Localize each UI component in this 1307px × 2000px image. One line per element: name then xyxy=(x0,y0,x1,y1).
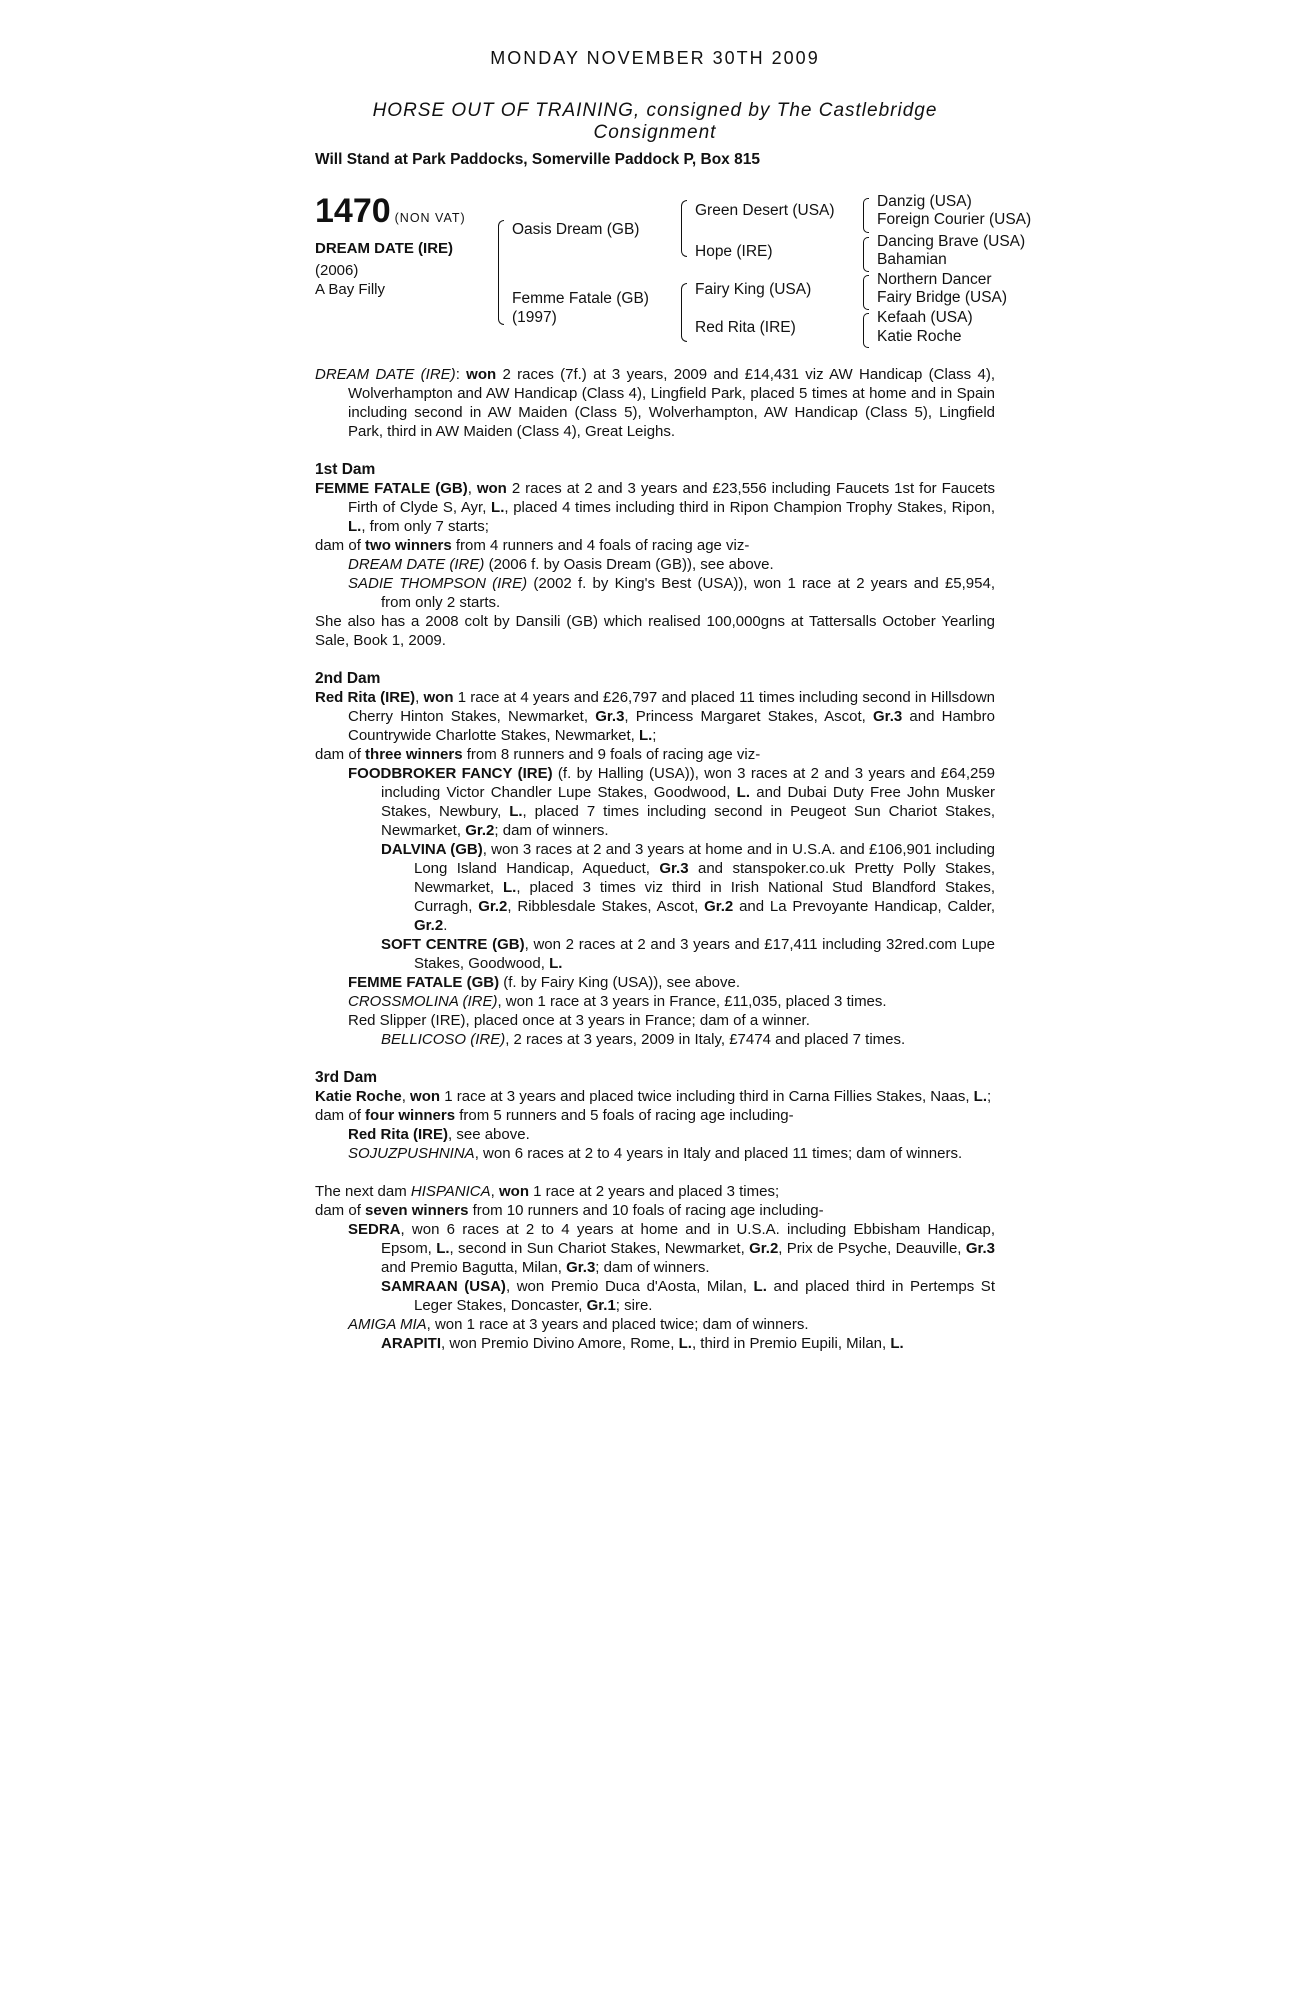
produce-name: DREAM DATE (IRE) xyxy=(348,556,485,573)
text: from 8 runners and 9 foals of racing age viz- xyxy=(466,746,761,763)
group-label: Gr.2 xyxy=(749,1240,779,1257)
group-label: Gr.2 xyxy=(465,822,495,839)
text: (2002 f. by King's Best (USA)), won 1 race at 2 years and £5,954, from only 2 starts. xyxy=(381,575,995,611)
text: and La Prevoyante Handicap, Calder, xyxy=(739,898,996,915)
text: and stanspoker.co.uk Pretty Polly Stakes, Newmarket, xyxy=(414,860,996,896)
produce-item xyxy=(315,1277,995,1315)
winners-count: two winners xyxy=(365,537,452,554)
won-label: won xyxy=(410,1088,441,1105)
listed-label: L. xyxy=(491,499,505,516)
text: , won Premio Divino Amore, Rome, xyxy=(441,1335,675,1352)
won-label: won xyxy=(476,480,507,497)
first-dam-produce xyxy=(315,536,995,555)
pedigree-g2: Foreign Courier (USA) xyxy=(877,211,1032,228)
text: (2006 f. by Oasis Dream (GB)), see above. xyxy=(488,556,774,573)
next-dam-produce xyxy=(315,1201,995,1220)
text: , won 1 race at 3 years in France, £11,035, placed 3 times. xyxy=(497,993,887,1010)
group-label: Gr.3 xyxy=(965,1240,995,1257)
text: , won Premio Duca d'Aosta, Milan, xyxy=(505,1278,747,1295)
text: , 2 races at 3 years, 2009 in Italy, £7474 and placed 7 times. xyxy=(505,1031,906,1048)
produce-name: ARAPITI xyxy=(381,1335,441,1352)
catalogue-text xyxy=(315,365,995,1353)
listed-label: L. xyxy=(549,955,563,972)
second-dam-name: Red Rita (IRE) xyxy=(315,689,416,706)
text: and Dubai Duty Free John Musker Stakes, Newbury, xyxy=(381,784,995,820)
second-dam-heading: 2nd Dam xyxy=(315,670,381,687)
listed-label: L. xyxy=(502,879,517,896)
text: dam of xyxy=(315,1202,361,1219)
sale-date: MONDAY NOVEMBER 30TH 2009 xyxy=(490,48,820,68)
winners-count: three winners xyxy=(365,746,463,763)
third-dam-record: Katie Roche, won 1 race at 3 years and placed twice including third in Carna Fillies Stakes, Naas, L.; xyxy=(315,1088,992,1105)
group-label: Gr.2 xyxy=(478,898,508,915)
racing-record-text: 2 races (7f.) at 3 years, 2009 and £14,431 viz AW Handicap (Class 4), Wolverhampton and AW Handicap (Class 4), Lingfield Park, placed 5 times at home and in Spain including second in AW Maiden (Class 5), Wolverhampton, AW Handicap (Class 5), Lingfield Park, third in AW Maiden (Class 4), Great Leighs. xyxy=(348,366,995,440)
pedigree-dam-year: (1997) xyxy=(512,309,557,326)
listed-label: L. xyxy=(736,784,750,801)
produce-name: SOFT CENTRE (GB) xyxy=(381,936,525,953)
racing-record xyxy=(315,365,995,441)
pedigree-g8: Katie Roche xyxy=(877,328,962,345)
text: from 5 runners and 5 foals of racing age including- xyxy=(459,1107,794,1124)
third-dam-name: Katie Roche xyxy=(315,1088,402,1105)
group-label: Gr.2 xyxy=(414,917,444,934)
winners-count: seven winners xyxy=(365,1202,469,1219)
text: , won 6 races at 2 to 4 years in Italy and placed 11 times; dam of winners. xyxy=(474,1145,963,1162)
won-label: won xyxy=(466,366,497,383)
pedigree-sire: Oasis Dream (GB) xyxy=(512,221,640,238)
text: dam of xyxy=(315,746,361,763)
horse-name: DREAM DATE (IRE) xyxy=(315,240,454,257)
pedigree-brace-g4 xyxy=(863,313,869,348)
won-label: won xyxy=(498,1183,529,1200)
text: from 4 runners and 4 foals of racing age viz- xyxy=(455,537,750,554)
produce-name: SOJUZPUSHNINA xyxy=(348,1145,475,1162)
text: from 10 runners and 10 foals of racing age including- xyxy=(472,1202,824,1219)
produce-item xyxy=(315,992,995,1011)
produce-item xyxy=(315,935,995,973)
next-dam-name: HISPANICA xyxy=(410,1183,491,1200)
text: ; xyxy=(652,727,657,744)
pedigree-brace-sire xyxy=(681,200,687,257)
lot-number: 1470 xyxy=(315,192,391,230)
pedigree-dam-dam: Red Rita (IRE) xyxy=(695,319,796,336)
text: 1 race at 3 years and placed twice including third in Carna Fillies Stakes, Naas, xyxy=(444,1088,970,1105)
text: ; dam of winners. xyxy=(494,822,609,839)
stand-location: Will Stand at Park Paddocks, Somerville Paddock P, Box 815 xyxy=(315,151,760,168)
pedigree-dam-sire: Fairy King (USA) xyxy=(695,281,812,298)
listed-label: L. xyxy=(678,1335,692,1352)
listed-label: L. xyxy=(973,1088,987,1105)
text: , placed 4 times including third in Ripon Champion Trophy Stakes, Ripon, xyxy=(504,499,995,516)
text: The next dam xyxy=(315,1183,407,1200)
listed-label: L. xyxy=(436,1240,450,1257)
pedigree-g6: Fairy Bridge (USA) xyxy=(877,289,1008,306)
produce-name: BELLICOSO (IRE) xyxy=(381,1031,506,1048)
first-dam-record: FEMME FATALE (GB), won 2 races at 2 and 3 years and £23,556 including Faucets 1st for Faucets Firth of Clyde S, Ayr, L., placed 4 times including third in Ripon Champion Trophy Stakes, Ripon, L., from only 7 starts; xyxy=(315,480,995,535)
produce-name: SADIE THOMPSON (IRE) xyxy=(348,575,528,592)
pedigree-g4: Bahamian xyxy=(877,251,947,268)
horse-description: A Bay Filly xyxy=(315,281,386,298)
text: , from only 7 starts; xyxy=(361,518,489,535)
group-label: Gr.3 xyxy=(595,708,625,725)
text: , won 2 races at 2 and 3 years and £17,411 including 32red.com Lupe Stakes, Goodwood, xyxy=(414,936,995,972)
pedigree-brace-g2 xyxy=(863,237,869,272)
winners-count: four winners xyxy=(365,1107,456,1124)
produce-item: Red Slipper (IRE), placed once at 3 years in France; dam of a winner. xyxy=(348,1012,810,1029)
text: and Hambro Countrywide Charlotte Stakes, Newmarket, xyxy=(348,708,995,744)
pedigree-brace-main xyxy=(498,220,504,325)
produce-item xyxy=(315,1144,995,1163)
text: , second in Sun Chariot Stakes, Newmarket, xyxy=(449,1240,745,1257)
group-label: Gr.2 xyxy=(704,898,734,915)
text: , Princess Margaret Stakes, Ascot, xyxy=(624,708,866,725)
pedigree-dam: Femme Fatale (GB) xyxy=(512,290,649,307)
vat-status: (NON VAT) xyxy=(394,211,466,225)
pedigree-brace-g1 xyxy=(863,198,869,233)
second-dam-record: Red Rita (IRE), won 1 race at 4 years and £26,797 and placed 11 times including second in Hillsdown Cherry Hinton Stakes, Newmarket, Gr.3, Princess Margaret Stakes, Ascot, Gr.3 and Hambro Countrywide Charlotte Stakes, Newmarket, L.; xyxy=(315,689,996,744)
text: , won 1 race at 3 years and placed twice; dam of winners. xyxy=(426,1316,809,1333)
third-dam-produce xyxy=(315,1106,995,1125)
text: (f. by Fairy King (USA)), see above. xyxy=(503,974,741,991)
listed-label: L. xyxy=(509,803,523,820)
first-dam-note: She also has a 2008 colt by Dansili (GB) which realised 100,000gns at Tattersalls October Yearling Sale, Book 1, 2009. xyxy=(315,613,995,649)
group-label: Gr.1 xyxy=(586,1297,616,1314)
produce-item xyxy=(315,1030,995,1049)
produce-item xyxy=(315,764,995,840)
first-dam-heading: 1st Dam xyxy=(315,461,376,478)
text: , third in Premio Eupili, Milan, xyxy=(691,1335,887,1352)
text: 2 races at 2 and 3 years and £23,556 including Faucets 1st for Faucets Firth of Clyde S, Ayr, xyxy=(348,480,995,516)
text: , Prix de Psyche, Deauville, xyxy=(778,1240,962,1257)
pedigree-brace-dam xyxy=(681,283,687,342)
text: ; dam of winners. xyxy=(595,1259,710,1276)
text: , see above. xyxy=(448,1126,530,1143)
text: , Ribblesdale Stakes, Ascot, xyxy=(507,898,699,915)
group-label: Gr.3 xyxy=(873,708,903,725)
first-dam-name: FEMME FATALE (GB) xyxy=(315,480,468,497)
produce-item xyxy=(315,840,995,935)
produce-name: CROSSMOLINA (IRE) xyxy=(348,993,498,1010)
lot-number-block xyxy=(315,192,466,231)
text: (f. by Halling (USA)), won 3 races at 2 and 3 years and £64,259 including Victor Chandler Lupe Stakes, Goodwood, xyxy=(381,765,996,801)
produce-name: AMIGA MIA xyxy=(348,1316,427,1333)
produce-name: DALVINA (GB) xyxy=(381,841,483,858)
group-label: Gr.3 xyxy=(566,1259,596,1276)
text: , won 3 races at 2 and 3 years at home and in U.S.A. and £106,901 including Long Island Handicap, Aqueduct, xyxy=(414,841,996,877)
produce-item xyxy=(315,1315,995,1334)
text: . xyxy=(443,917,448,934)
group-label: Gr.3 xyxy=(659,860,689,877)
pedigree-g5: Northern Dancer xyxy=(877,271,992,288)
listed-label: L. xyxy=(890,1335,904,1352)
listed-label: L. xyxy=(348,518,362,535)
consignment-line: HORSE OUT OF TRAINING, consigned by The Castlebridge Consignment xyxy=(372,100,938,143)
text: ; sire. xyxy=(615,1297,653,1314)
pedigree-brace-g3 xyxy=(863,275,869,310)
listed-label: L. xyxy=(638,727,653,744)
horse-year: (2006) xyxy=(315,262,359,279)
text: dam of xyxy=(315,1107,361,1124)
produce-name: FEMME FATALE (GB) xyxy=(348,974,500,991)
text: and Premio Bagutta, Milan, xyxy=(381,1259,562,1276)
text: 1 race at 4 years and £26,797 and placed 11 times including second in Hillsdown Cherry Hinton Stakes, Newmarket, xyxy=(348,689,996,725)
produce-name: SAMRAAN (USA) xyxy=(381,1278,506,1295)
pedigree-g7: Kefaah (USA) xyxy=(877,309,973,326)
pedigree-sire-sire: Green Desert (USA) xyxy=(695,202,835,219)
produce-item xyxy=(315,1334,995,1353)
produce-name: SEDRA xyxy=(348,1221,401,1238)
next-dam-record: The next dam HISPANICA, won 1 race at 2 years and placed 3 times; xyxy=(315,1183,780,1200)
third-dam-heading: 3rd Dam xyxy=(315,1069,378,1086)
produce-item xyxy=(315,973,995,992)
produce-item xyxy=(315,574,995,612)
produce-item xyxy=(315,1220,995,1277)
pedigree-g1: Danzig (USA) xyxy=(877,193,972,210)
text: , placed 3 times viz third in Irish National Stud Blandford Stakes, Curragh, xyxy=(414,879,995,915)
produce-name: FOODBROKER FANCY (IRE) xyxy=(348,765,553,782)
text: dam of xyxy=(315,537,361,554)
produce-item xyxy=(315,1125,995,1144)
text: , won 6 races at 2 to 4 years at home and in U.S.A. including Ebbisham Handicap, Epsom, xyxy=(381,1221,995,1257)
pedigree-sire-dam: Hope (IRE) xyxy=(695,243,773,260)
horse-name-ref: DREAM DATE (IRE) xyxy=(315,366,456,383)
second-dam-produce xyxy=(315,745,995,764)
produce-item xyxy=(315,555,995,574)
listed-label: L. xyxy=(753,1278,767,1295)
colon: : xyxy=(455,366,460,383)
text: and placed third in Pertemps St Leger Stakes, Doncaster, xyxy=(414,1278,995,1314)
pedigree-g3: Dancing Brave (USA) xyxy=(877,233,1026,250)
produce-name: Red Rita (IRE) xyxy=(348,1126,449,1143)
text: ; xyxy=(987,1088,992,1105)
text: , placed 7 times including second in Peugeot Sun Chariot Stakes, Newmarket, xyxy=(381,803,995,839)
won-label: won xyxy=(423,689,454,706)
text: 1 race at 2 years and placed 3 times; xyxy=(533,1183,780,1200)
